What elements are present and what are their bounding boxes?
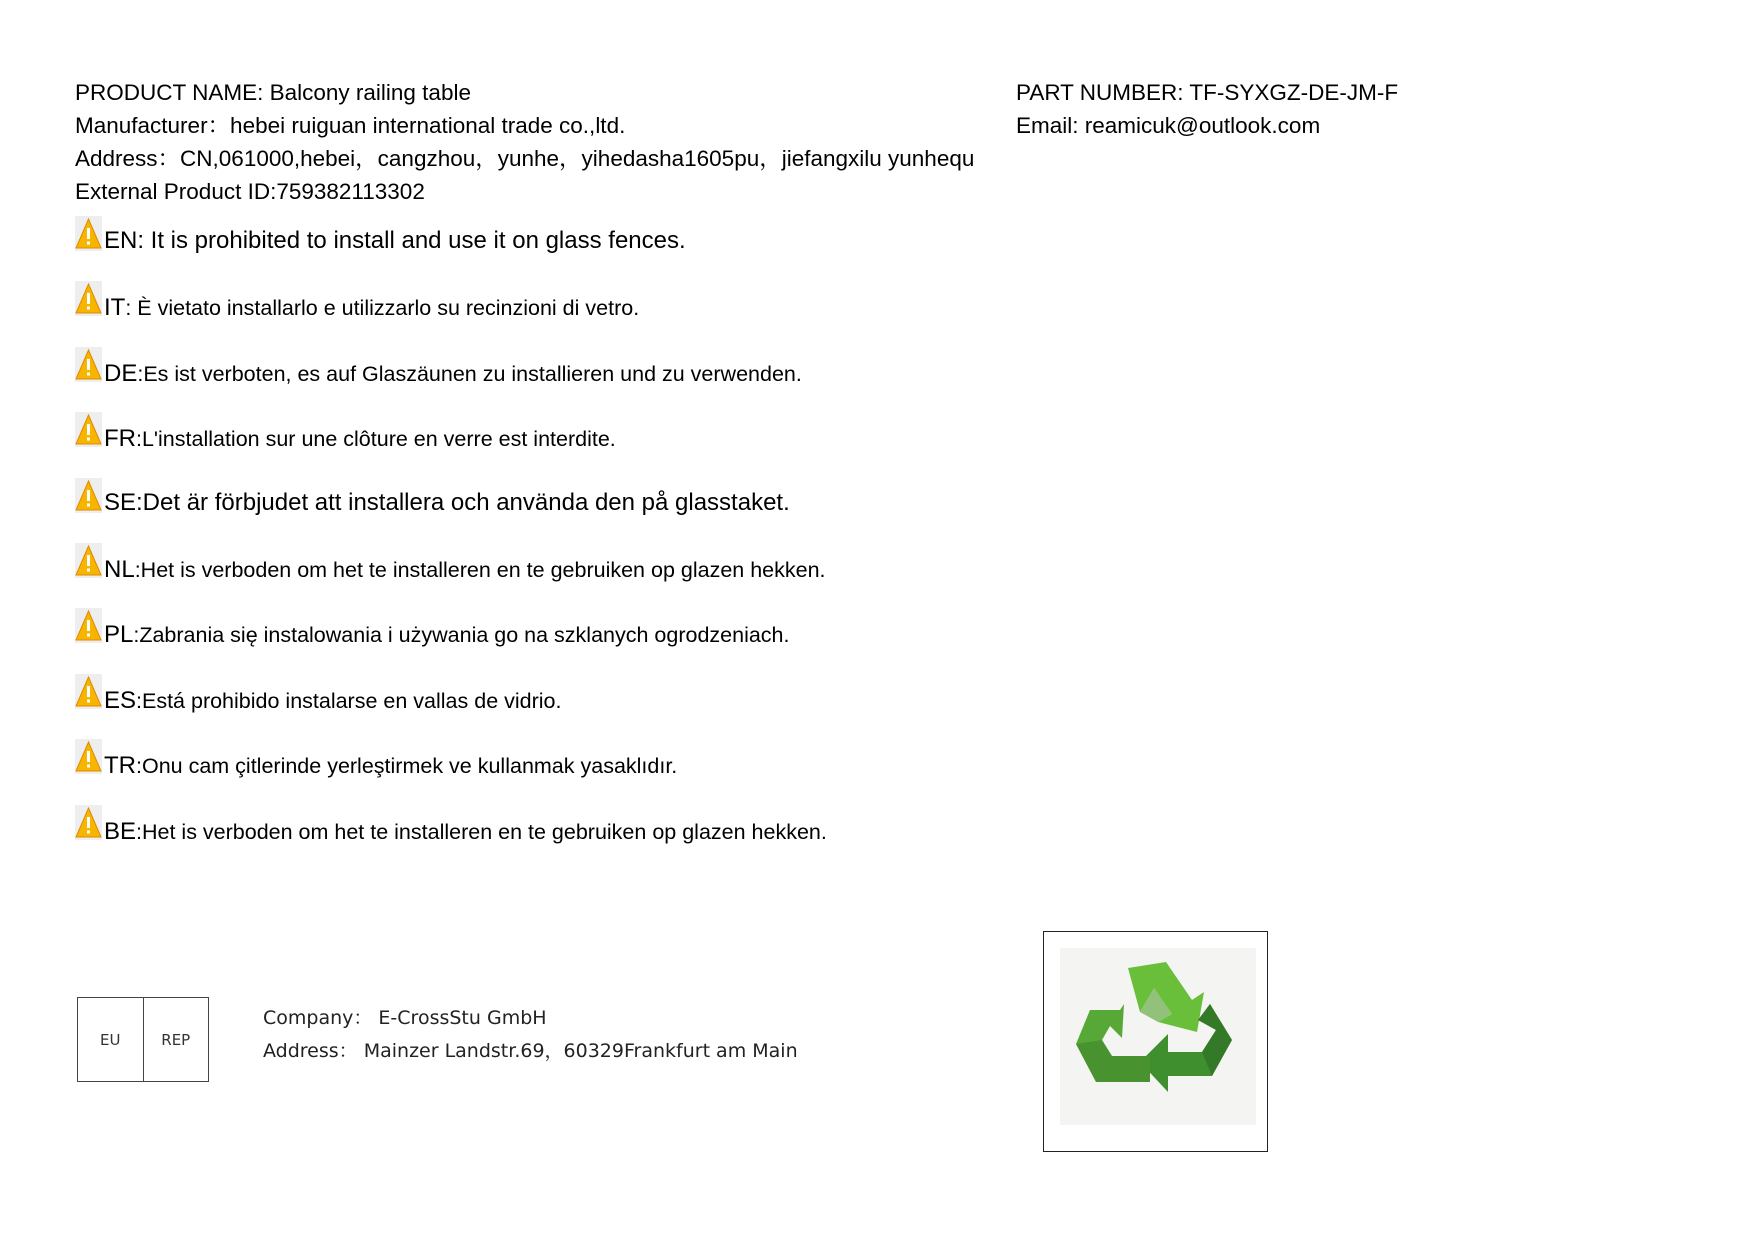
eu-rep-label: [77, 997, 209, 1082]
part-number: PART NUMBER: TF-SYXGZ-DE-JM-F: [1016, 80, 1399, 105]
company-name: Company： E-CrossStu GmbH: [263, 1007, 547, 1029]
language-code: FR: [104, 425, 136, 453]
warning-item-es: [75, 674, 1015, 739]
warning-message: :Het is verboden om het te installeren en te gebruiken op glazen hekken.: [136, 819, 827, 844]
recycle-symbol-frame: [1043, 931, 1268, 1152]
warning-triangle-icon: [75, 347, 102, 382]
external-product-id: External Product ID:759382113302: [75, 179, 425, 204]
language-code: DE: [104, 359, 138, 387]
warning-item-en: [75, 216, 1015, 281]
rep-label: REP: [161, 1030, 191, 1049]
language-code: TR: [104, 752, 136, 780]
warning-item-de: [75, 347, 1015, 412]
warning-triangle-icon: [75, 412, 102, 447]
warning-text: [104, 557, 826, 583]
warning-message: : It is prohibited to install and use it on glass fences.: [137, 227, 686, 254]
language-code: EN: [104, 227, 138, 254]
warning-item-be: [75, 805, 1015, 870]
language-code: PL: [104, 621, 134, 649]
warning-item-se: [75, 478, 1015, 543]
warning-text: [104, 819, 827, 845]
part-info: [1016, 76, 1696, 142]
warning-triangle-icon: [75, 478, 102, 513]
email: Email: reamicuk@outlook.com: [1016, 113, 1321, 138]
warning-triangle-icon: [75, 281, 102, 316]
product-name: PRODUCT NAME: Balcony railing table: [75, 80, 471, 105]
warning-message: :Onu cam çitlerinde yerleştirmek ve kullanmak yasaklıdır.: [136, 754, 678, 779]
warning-triangle-icon: [75, 674, 102, 709]
language-code: SE: [104, 488, 137, 516]
warning-text: [104, 228, 686, 254]
warning-text: [104, 622, 790, 648]
language-code: NL: [104, 555, 135, 583]
warning-message: :Está prohibido instalarse en vallas de vidrio.: [136, 688, 562, 713]
warning-message: : È vietato installarlo e utilizzarlo su recinzioni di vetro.: [125, 296, 640, 321]
warning-item-nl: [75, 543, 1015, 608]
warning-text: [104, 295, 639, 321]
warning-triangle-icon: [75, 608, 102, 643]
warning-item-tr: [75, 739, 1015, 804]
warning-message: :Es ist verboten, es auf Glaszäunen zu installieren und zu verwenden.: [137, 361, 802, 386]
warning-text: [104, 361, 802, 387]
warning-message: :Det är förbjudet att installera och använda den på glasstaket.: [136, 488, 790, 516]
product-info: [75, 76, 995, 208]
warning-message: :Het is verboden om het te installeren en te gebruiken op glazen hekken.: [134, 557, 826, 582]
eu-label: EU: [78, 998, 144, 1081]
warning-triangle-icon: [75, 543, 102, 578]
language-code: IT: [104, 294, 126, 322]
warning-message: :Zabrania się instalowania i używania go na szklanych ogrodzeniach.: [133, 623, 790, 648]
eu-representative-info: [263, 1002, 798, 1068]
warning-triangle-icon: [75, 805, 102, 840]
language-code: ES: [104, 686, 137, 714]
warning-item-pl: [75, 608, 1015, 673]
warning-item-fr: [75, 412, 1015, 477]
warning-text: [104, 426, 616, 452]
manufacturer-address: Address：CN,061000,hebei，cangzhou，yunhe，yihedasha1605pu，jiefangxilu yunhequ: [75, 146, 975, 171]
company-address: Address： Mainzer Landstr.69，60329Frankfurt am Main: [263, 1040, 798, 1062]
warning-list: [75, 216, 1015, 870]
warning-triangle-icon: [75, 216, 102, 251]
language-code: BE: [104, 817, 137, 845]
warning-item-it: [75, 281, 1015, 346]
warning-text: [104, 688, 561, 714]
warning-text: [104, 490, 790, 516]
warning-text: [104, 753, 677, 779]
manufacturer: Manufacturer：hebei ruiguan international trade co.,ltd.: [75, 113, 626, 138]
warning-triangle-icon: [75, 739, 102, 774]
recycle-icon: [1060, 948, 1256, 1125]
warning-message: :L'installation sur une clôture en verre est interdite.: [136, 427, 616, 452]
